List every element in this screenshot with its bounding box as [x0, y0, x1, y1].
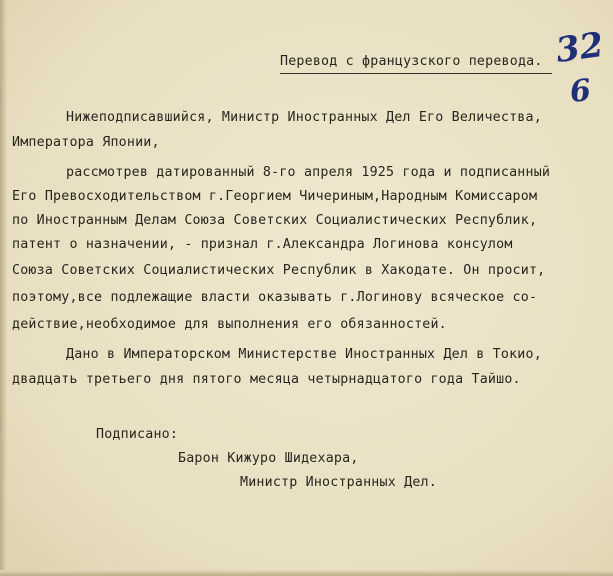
archive-number-annotation: 32 [553, 24, 606, 72]
archive-sheet-annotation: 6 [568, 73, 593, 110]
paragraph-1-line-2: Императора Японии, [12, 135, 160, 150]
document-header: Перевод с французского перевода. [280, 54, 543, 69]
signature-label: Подписано: [96, 427, 179, 442]
paragraph-3-line-1: Дано в Императорском Министерстве Иностранных Дел в Токио, [66, 347, 542, 362]
signatory-title: Министр Иностранных Дел. [240, 475, 437, 490]
paragraph-2-line-3: по Иностранным Делам Союза Советских Социалистических Республик, [12, 213, 538, 228]
page-bottom-edge [0, 570, 613, 576]
page-left-edge [0, 0, 7, 576]
signatory-name: Барон Кижуро Шидехара, [178, 451, 359, 466]
header-underline [280, 73, 552, 74]
paragraph-2-line-5: Союза Советских Социалистических Республик в Хакодате. Он просит, [12, 263, 546, 278]
paragraph-1-line-1: Нижеподписавшийся, Министр Иностранных Дел Его Величества, [66, 110, 542, 125]
paragraph-2-line-2: Его Превосходительством г.Георгием Чичериным,Народным Комиссаром [12, 189, 538, 204]
paragraph-2-line-1: рассмотрев датированный 8-го апреля 1925 года и подписанный [66, 165, 551, 180]
paragraph-2-line-7: действие,необходимое для выполнения его обязанностей. [12, 317, 447, 332]
paragraph-2-line-6: поэтому,все подлежащие власти оказывать г.Логинову всяческое со- [12, 290, 538, 305]
paragraph-2-line-4: патент о назначении, - признал г.Александра Логинова консулом [12, 237, 513, 252]
paragraph-3-line-2: двадцать третьего дня пятого месяца четырнадцатого года Тайшо. [12, 372, 521, 387]
